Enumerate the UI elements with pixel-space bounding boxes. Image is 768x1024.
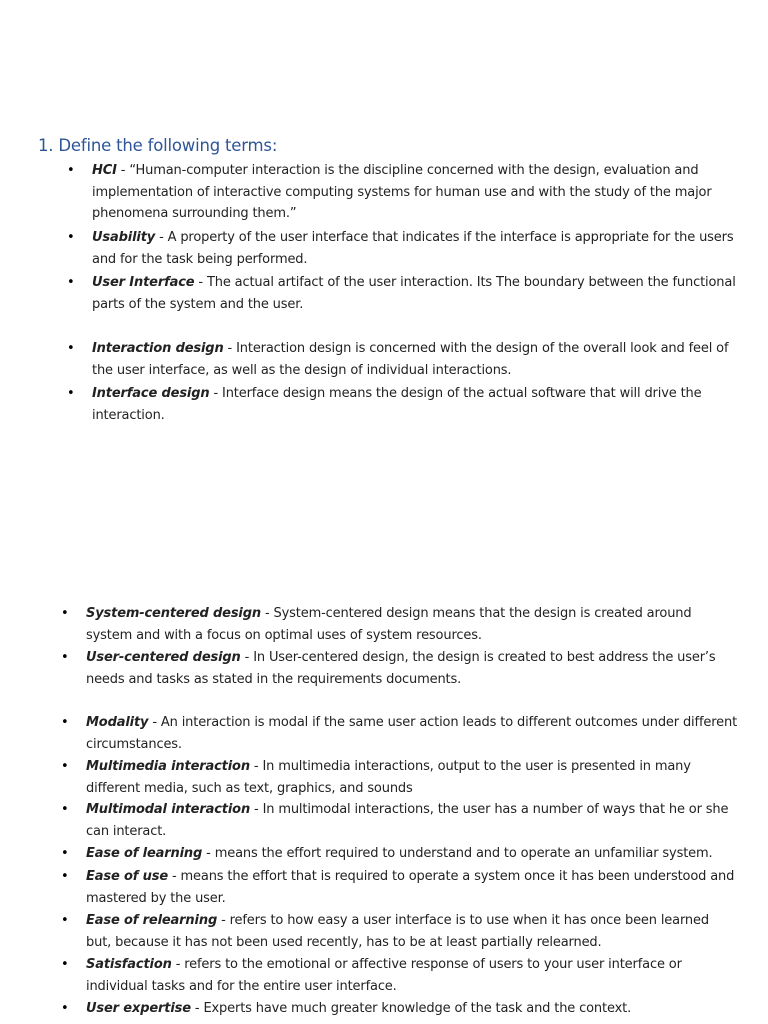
definition-text: refers to how easy a user interface is to use when it has once been learned but, because it has not been used recently, has to be at least partially relearned. — [86, 913, 709, 950]
definition-text: The actual artifact of the user interaction. Its The boundary between the functional parts of the system and the user. — [92, 275, 736, 312]
definition-separator: - — [223, 341, 237, 356]
bullet-icon: • — [61, 846, 69, 861]
definition-item — [61, 910, 738, 953]
definition-separator: - — [155, 230, 168, 245]
definition-item — [61, 866, 738, 909]
definition-term: Ease of learning — [86, 846, 203, 861]
definition-item — [67, 383, 738, 426]
definition-term: Multimodal interaction — [86, 802, 251, 817]
definition-term: Satisfaction — [86, 957, 172, 972]
definition-text: Experts have much greater knowledge of the task and the context. — [203, 1001, 632, 1016]
bullet-icon: • — [61, 802, 69, 817]
definition-term: Multimedia interaction — [86, 759, 250, 774]
definition-text: refers to the emotional or affective response of users to your user interface or individual tasks and for the entire user interface. — [86, 957, 682, 994]
definition-separator: - — [194, 275, 207, 290]
definition-item — [61, 712, 738, 755]
definition-separator: - — [249, 759, 263, 774]
definition-text: System-centered design means that the design is created around system and with a focus on optimal uses of system resources. — [86, 606, 692, 643]
definition-text: In multimodal interactions, the user has a number of ways that he or she can interact. — [86, 802, 729, 839]
definition-separator: - — [202, 846, 215, 861]
definition-separator: - — [217, 913, 230, 928]
definition-text: An interaction is modal if the same user action leads to different outcomes under different circumstances. — [86, 715, 738, 752]
definition-term: Usability — [92, 230, 156, 245]
definition-text: means the effort required to understand and to operate an unfamiliar system. — [214, 846, 713, 861]
definition-separator: - — [209, 386, 223, 401]
definition-item — [61, 603, 738, 646]
definition-text: “Human-computer interaction is the discipline concerned with the design, evaluation and implementation of interactive computing systems for human use and with the study of the major phenomena surrounding them.” — [92, 163, 712, 221]
bullet-icon: • — [61, 650, 69, 665]
definition-term: HCI — [92, 163, 117, 178]
definition-separator: - — [148, 715, 161, 730]
bullet-icon: • — [61, 869, 69, 884]
definition-term: Modality — [86, 715, 149, 730]
definition-text: In User-centered design, the design is created to best address the user’s needs and tasks as stated in the requirements documents. — [86, 650, 716, 687]
definition-item — [61, 647, 738, 690]
definition-separator: - — [261, 606, 274, 621]
definition-term: Interface design — [92, 386, 210, 401]
definition-term: System-centered design — [86, 606, 261, 621]
definition-separator: - — [168, 869, 181, 884]
bullet-icon: • — [61, 606, 69, 621]
definition-item — [61, 756, 738, 799]
definition-text: A property of the user interface that indicates if the interface is appropriate for the users and for the task being performed. — [92, 230, 734, 267]
definition-term: User expertise — [86, 1001, 191, 1016]
definition-separator: - — [171, 957, 185, 972]
definition-term: User-centered design — [86, 650, 241, 665]
definition-item — [67, 272, 738, 315]
definition-item — [61, 843, 738, 865]
definition-text: Interaction design is concerned with the design of the overall look and feel of the user interface, as well as the design of individual interactions. — [92, 341, 729, 378]
bullet-icon: • — [61, 913, 69, 928]
definition-item — [67, 227, 738, 270]
definition-item — [61, 954, 738, 997]
definition-text: means the effort that is required to operate a system once it has been understood and mastered by the user. — [86, 869, 735, 906]
definition-text: Interface design means the design of the actual software that will drive the interaction. — [92, 386, 702, 423]
definition-term: Ease of use — [86, 869, 169, 884]
bullet-icon: • — [61, 957, 69, 972]
bullet-icon: • — [67, 275, 75, 290]
bullet-icon: • — [67, 230, 75, 245]
definition-text: In multimedia interactions, output to the user is presented in many different media, such as text, graphics, and sounds — [86, 759, 691, 796]
definition-separator: - — [190, 1001, 204, 1016]
bullet-icon: • — [67, 163, 75, 178]
bullet-icon: • — [67, 386, 75, 401]
bullet-icon: • — [67, 341, 75, 356]
bullet-icon: • — [61, 1001, 69, 1016]
definition-separator: - — [250, 802, 263, 817]
definition-term: Interaction design — [92, 341, 224, 356]
definition-separator: - — [240, 650, 254, 665]
definition-item — [67, 160, 738, 225]
definition-item — [67, 338, 738, 381]
section-heading: 1. Define the following terms: — [38, 136, 278, 155]
bullet-icon: • — [61, 715, 69, 730]
definition-separator: - — [116, 163, 130, 178]
definition-item — [61, 799, 738, 842]
definition-term: User Interface — [92, 275, 195, 290]
definition-item — [61, 998, 738, 1020]
definition-term: Ease of relearning — [86, 913, 218, 928]
bullet-icon: • — [61, 759, 69, 774]
